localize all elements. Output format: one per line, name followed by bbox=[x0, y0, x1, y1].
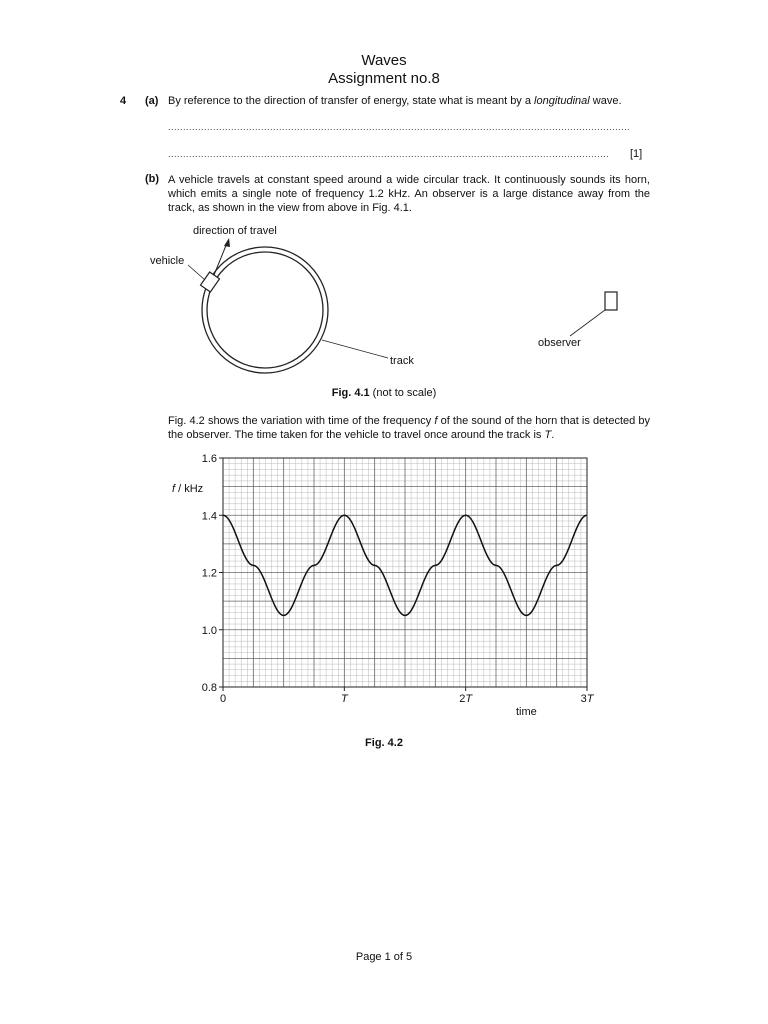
y-tick-label: 1.6 bbox=[201, 453, 217, 465]
y-tick-label: 1.4 bbox=[201, 510, 217, 523]
y-axis-label: f / kHz bbox=[172, 483, 204, 495]
vehicle-label: vehicle bbox=[150, 255, 185, 267]
chart-axis-ticks bbox=[219, 458, 587, 691]
x-tick-label: 3T bbox=[580, 693, 594, 705]
x-tick-label: T bbox=[340, 693, 348, 705]
fig-4-1-caption: Fig. 4.1 (not to scale) bbox=[331, 387, 437, 399]
part-a-label: (a) bbox=[145, 95, 159, 107]
y-tick-label: 1.0 bbox=[201, 624, 217, 637]
question-number: 4 bbox=[120, 95, 127, 107]
observer-label: observer bbox=[538, 337, 581, 349]
answer-line-2[interactable]: ................................................................................................................................................... bbox=[168, 149, 610, 159]
y-tick-label: 1.2 bbox=[201, 567, 217, 580]
page-subtitle: Assignment no.8 bbox=[328, 70, 440, 87]
part-b-text: A vehicle travels at constant speed around a wide circular track. It continuously sounds its horn, which emits a single note of frequency 1.2 kHz. An observer is a large distance away from the track, as shown in the view from above in Fig. 4.1. bbox=[168, 174, 650, 214]
fig-4-2-caption: Fig. 4.2 bbox=[365, 737, 403, 749]
answer-line-1[interactable]: .......................................................................................................................................................... bbox=[168, 122, 631, 132]
page-number: Page 1 of 5 bbox=[355, 951, 413, 963]
fig-4-2-intro: Fig. 4.2 shows the variation with time of the frequency f of the sound of the horn that is detected by the observer. The time taken for the vehicle to travel once around the track is T. bbox=[168, 415, 651, 441]
direction-of-travel-label: direction of travel bbox=[193, 225, 277, 237]
y-tick-label: 0.8 bbox=[201, 682, 217, 694]
page-title: Waves bbox=[361, 52, 407, 69]
x-tick-label: 2T bbox=[459, 693, 473, 705]
x-axis-label: time bbox=[516, 706, 537, 718]
part-a-text: By reference to the direction of transfer of energy, state what is meant by a longitudinal wave. bbox=[168, 95, 622, 107]
x-tick-label: 0 bbox=[219, 693, 227, 705]
part-b-label: (b) bbox=[145, 173, 160, 185]
track-label: track bbox=[390, 355, 414, 367]
marks-label: [1] bbox=[630, 148, 643, 160]
chart-tick-labels bbox=[202, 453, 595, 705]
